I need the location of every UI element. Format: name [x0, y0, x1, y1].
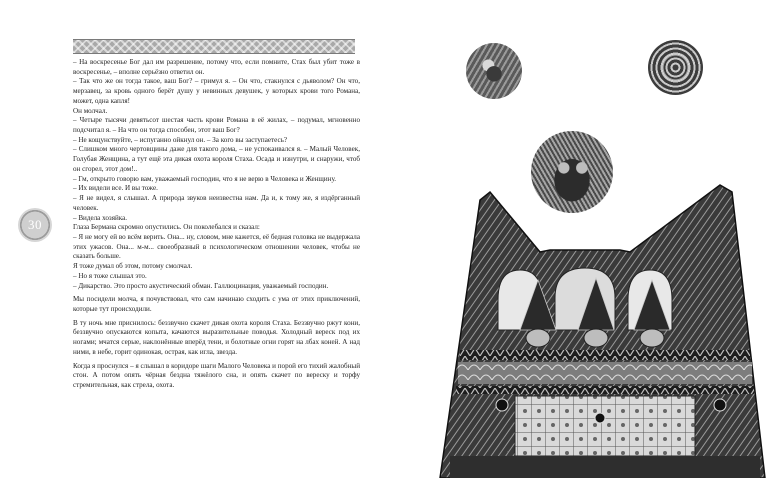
- paragraph: – Не кощунствуйте, – испуганно ойкнул он. – За кого вы заступаетесь?: [73, 135, 287, 144]
- paragraph: – Так что же он тогда такое, ваш Бог? – гримул я. – Он что, стакнулся с дьяволом? Он что, мерзавец, за кровь одного берёт душу у невинных девушек, у которых крови того Романа, может, одна капля!: [73, 77, 360, 105]
- paragraph: – Но я тоже слышал это.: [73, 271, 147, 280]
- illustration-circle-ornament: [648, 40, 703, 95]
- illustration-circle-portrait: [466, 43, 522, 99]
- illustration-castle: [420, 180, 770, 478]
- paragraph: В ту ночь мне приснилось: беззвучно скачет дикая охота короля Стаха. Беззвучно ржут кони, беззвучно опускаются копыта, качаются выразительные поводья. Холодный вереск под их ногами; мчатся серые, наклонённые вперёд тени, и болотные огни горят на лбах коней. А над ними, в небе, горит одинокая, острая, как игла, звезда.: [73, 318, 360, 356]
- paragraph: – Дикарство. Это просто акустический обман. Галлюцинация, уважаемый господин.: [73, 281, 329, 290]
- text-column: [73, 58, 360, 391]
- ornamental-header-band: [73, 39, 355, 54]
- paragraph: – Их видели все. И вы тоже.: [73, 184, 158, 193]
- paragraph: – Слишком много чертовщины даже для такого дома, – не успокаивался я. – Малый Человек, Голубая Женщина, а тут ещё эта дикая охота короля Стаха. Осада и изнутри, и снаружи, чтоб он сгорел, этот дом!..: [73, 145, 360, 173]
- page-number-medallion: [18, 208, 52, 242]
- paragraph: Глаза Бермана скромно опустились. Он поколебался и сказал:: [73, 223, 260, 232]
- paragraph: – Видела хозяйка.: [73, 213, 128, 222]
- paragraph: Он молчал.: [73, 106, 108, 115]
- page-number: 30: [28, 217, 42, 232]
- paragraph: – Гм, открыто говорю вам, уважаемый господин, что я не верю в Человека и Женщину.: [73, 174, 337, 183]
- paragraph: Мы посидели молча, я почувствовал, что сам начинаю сходить с ума от этих приключений, которые тут происходили.: [73, 295, 360, 313]
- paragraph: – На воскресенье Бог дал им разрешение, потому что, если помните, Стах был убит тоже в воскресенье, – вполне серьёзно ответил он.: [73, 58, 360, 76]
- paragraph: – Четыре тысячи девятьсот шестая часть крови Романа в её жилах, – подумал, мгновенно подсчитал я. – На что он тогда способен, этот ваш Бог?: [73, 116, 360, 135]
- paragraph: Когда я проснулся – я слышал в коридоре шаги Малого Человека и порой его тихий жалобный стон. А потом опять чёрная бездна тяжёлого сна, и опять скачет по вереску и торфу стремительная, как стрела, охота.: [73, 361, 360, 389]
- paragraph: – Я не видел, я слышал. А природа звуков неизвестна нам. Да и, к тому же, я издёрганный человек.: [73, 194, 360, 212]
- paragraph: Я тоже думал об этом, потому смолчал.: [73, 262, 193, 271]
- paragraph: – Я не могу ей во всём верить. Она... ну, словом, мне кажется, её бедная головка не выдержала этих ужасов. Она... м-м... своеобразный в психологическом отношении человек, чтобы не сказать больше.: [73, 232, 360, 261]
